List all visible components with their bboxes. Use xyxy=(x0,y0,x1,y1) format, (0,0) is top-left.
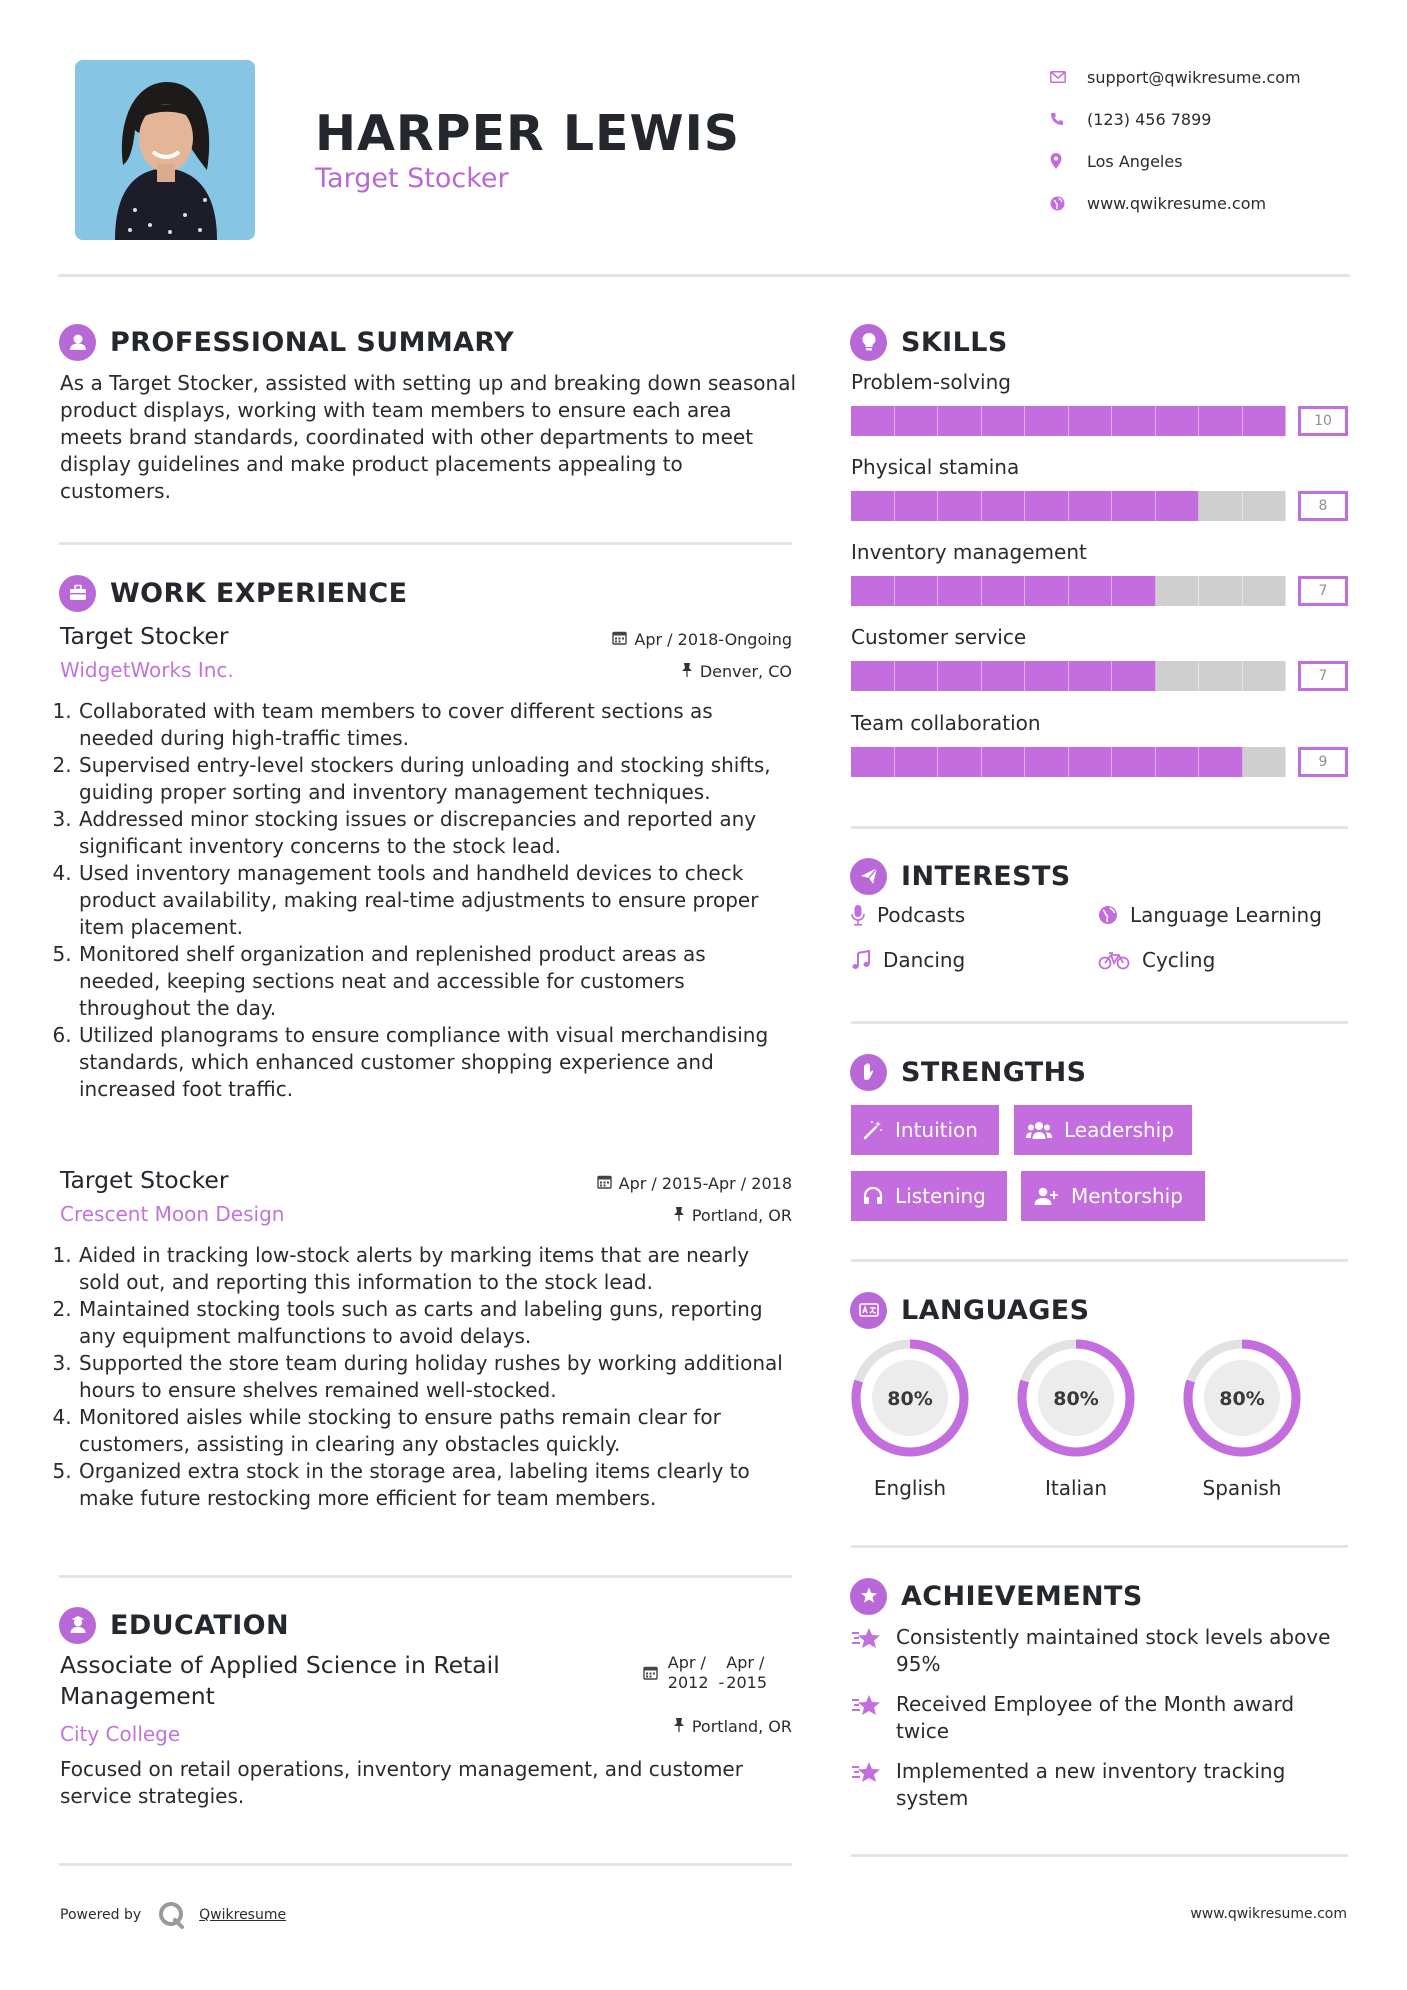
job-location xyxy=(673,1206,792,1225)
interests-heading xyxy=(850,856,1071,896)
skills-divider xyxy=(851,826,1348,829)
music-note-icon xyxy=(851,950,871,970)
language-percent: 80% xyxy=(887,1388,933,1410)
summary-divider xyxy=(59,542,792,545)
phone-icon xyxy=(1050,112,1087,126)
skills-heading xyxy=(850,322,1008,362)
skill-bar-segment xyxy=(1025,661,1069,691)
job-location-text: Portland, OR xyxy=(691,1206,792,1225)
bicycle-icon xyxy=(1098,950,1130,970)
job-title: Target Stocker xyxy=(60,1166,229,1194)
skill-bar-segment xyxy=(938,406,982,436)
skill-bar-segment xyxy=(1199,491,1243,521)
skill-name: Inventory management xyxy=(851,540,1087,564)
strength-label: Intuition xyxy=(895,1118,978,1142)
summary-heading xyxy=(59,322,514,362)
star-icon xyxy=(851,1624,896,1678)
calendar-icon xyxy=(643,1653,658,1685)
user-plus-icon xyxy=(1033,1186,1059,1206)
skill-level-bar xyxy=(851,661,1348,691)
language-name: English xyxy=(873,1476,947,1500)
job-company: Crescent Moon Design xyxy=(60,1202,285,1226)
list-item: 6. Utilized planograms to ensure compliance with visual merchandising standards, which enhanced customer shopping experience and increased foot traffic. xyxy=(78,1022,792,1103)
skill-level-bar xyxy=(851,576,1348,606)
language-name: Spanish xyxy=(1202,1476,1282,1500)
skill-bar-segment xyxy=(982,576,1026,606)
skill-bar-segment xyxy=(1156,576,1200,606)
skill-bar-segment xyxy=(1069,747,1113,777)
skill-bar-segment xyxy=(1112,406,1156,436)
job-entry xyxy=(60,622,792,1103)
skill-item xyxy=(851,370,1348,436)
skill-item xyxy=(851,540,1348,606)
language-item xyxy=(1182,1338,1302,1500)
skill-item xyxy=(851,625,1348,691)
education-divider xyxy=(59,1863,792,1866)
list-item: 2. Supervised entry-level stockers during unloading and stocking shifts, guiding proper sorting and inventory management techniques. xyxy=(78,752,792,806)
magic-wand-icon xyxy=(863,1120,883,1140)
skill-bar-segment xyxy=(982,747,1026,777)
skills-heading-label: SKILLS xyxy=(901,326,1008,358)
user-icon xyxy=(59,324,96,361)
degree-title: Associate of Applied Science in Retail Management xyxy=(60,1651,500,1710)
achievement-item xyxy=(851,1758,1351,1812)
skill-name: Problem-solving xyxy=(851,370,1011,394)
interest-label: Podcasts xyxy=(877,903,966,927)
skill-bar-segment xyxy=(1069,661,1113,691)
headphones-icon xyxy=(863,1186,883,1206)
skill-bar-segment xyxy=(938,491,982,521)
education-date-dash: - xyxy=(718,1673,725,1692)
candidate-title: Target Stocker xyxy=(315,163,509,194)
skill-bar-segment xyxy=(1069,406,1113,436)
globe-icon xyxy=(1050,196,1087,211)
skill-bar-segment xyxy=(1025,747,1069,777)
microphone-icon xyxy=(851,904,865,926)
skill-bar-segment xyxy=(851,576,895,606)
achievement-item xyxy=(851,1624,1351,1678)
skill-bar-segment xyxy=(895,576,939,606)
skill-bar-segment xyxy=(1156,747,1200,777)
interest-item xyxy=(851,903,965,927)
skill-bar-segment xyxy=(1156,406,1200,436)
skill-bar-segment xyxy=(938,661,982,691)
interest-item xyxy=(1098,948,1215,972)
list-item: 3. Addressed minor stocking issues or discrepancies and reported any significant inventory concerns to the stock lead. xyxy=(78,806,792,860)
education-heading xyxy=(59,1605,289,1645)
job-bullets xyxy=(60,1242,792,1512)
education-start xyxy=(668,1653,709,1693)
hand-icon xyxy=(850,1054,887,1091)
skill-name: Customer service xyxy=(851,625,1027,649)
star-icon xyxy=(851,1758,896,1812)
list-item: 3. Supported the store team during holiday rushes by working additional hours to ensure shelves remained well-stocked. xyxy=(78,1350,792,1404)
contact-phone[interactable] xyxy=(1050,98,1370,140)
achievements-heading-label: ACHIEVEMENTS xyxy=(901,1580,1143,1612)
star-icon xyxy=(851,1691,896,1745)
skill-bar-segment xyxy=(1112,576,1156,606)
interest-item xyxy=(1098,903,1322,927)
skill-level-bar xyxy=(851,491,1348,521)
strength-label: Leadership xyxy=(1064,1118,1174,1142)
skill-bar-segment xyxy=(1243,491,1287,521)
skill-bar-segment xyxy=(982,406,1026,436)
strength-tag xyxy=(1014,1105,1192,1155)
skill-bar-segment xyxy=(1243,406,1287,436)
list-item: 2. Maintained stocking tools such as carts and labeling guns, reporting any equipment malfunctions to avoid delays. xyxy=(78,1296,792,1350)
education-end-year: 2015 xyxy=(726,1673,767,1692)
skill-bar-segment xyxy=(851,661,895,691)
qwikresume-logo-icon xyxy=(157,1900,187,1930)
contact-website[interactable] xyxy=(1050,182,1370,224)
education-location-text: Portland, OR xyxy=(691,1717,792,1736)
skill-name: Team collaboration xyxy=(851,711,1041,735)
achievement-text: Received Employee of the Month award twice xyxy=(896,1692,1295,1743)
interests-heading-label: INTERESTS xyxy=(901,860,1071,892)
briefcase-icon xyxy=(59,575,96,612)
experience-heading xyxy=(59,573,407,613)
achievements-heading xyxy=(850,1576,1143,1616)
list-item: 5. Monitored shelf organization and replenished product areas as needed, keeping sections neat and accessible for customers throughout the day. xyxy=(78,941,792,1022)
users-icon xyxy=(1026,1120,1052,1140)
strength-tag xyxy=(1021,1171,1205,1221)
education-end-month: Apr / xyxy=(726,1653,765,1672)
skill-bar-segment xyxy=(938,747,982,777)
skill-level-bar xyxy=(851,747,1348,777)
pushpin-icon xyxy=(681,662,693,681)
skill-bar-segment xyxy=(1112,747,1156,777)
strength-tag xyxy=(851,1171,1007,1221)
skill-bar-segment xyxy=(1243,576,1287,606)
achievement-text: Consistently maintained stock levels above 95% xyxy=(896,1625,1331,1676)
list-item: 1. Collaborated with team members to cover different sections as needed during high-traffic times. xyxy=(78,698,792,752)
contact-website-text: www.qwikresume.com xyxy=(1087,193,1267,213)
languages-divider xyxy=(851,1545,1348,1548)
job-entry xyxy=(60,1166,792,1512)
powered-by-label: Powered by xyxy=(60,1907,142,1923)
summary-text: As a Target Stocker, assisted with setting up and breaking down seasonal product displays, working with team members to ensure each area meets brand standards, coordinated with other departments to meet display guidelines and make product placements appealing to customers. xyxy=(60,371,797,503)
language-percent: 80% xyxy=(1053,1388,1099,1410)
skill-level-value: 7 xyxy=(1298,576,1348,606)
skill-bar-segment xyxy=(1156,661,1200,691)
language-icon xyxy=(850,1292,887,1329)
achievement-text: Implemented a new inventory tracking system xyxy=(896,1759,1286,1810)
pushpin-icon xyxy=(673,1206,685,1225)
strengths-heading-label: STRENGTHS xyxy=(901,1056,1087,1088)
job-dates-text: Apr / 2018-Ongoing xyxy=(634,630,792,649)
qwikresume-link[interactable]: Qwikresume xyxy=(199,1907,287,1923)
job-location-text: Denver, CO xyxy=(699,662,792,681)
language-item xyxy=(850,1338,970,1500)
interest-label: Language Learning xyxy=(1130,903,1322,927)
education-entry xyxy=(60,1650,792,1810)
interests-divider xyxy=(851,1021,1348,1024)
job-location xyxy=(681,662,792,681)
strengths-heading xyxy=(850,1052,1086,1092)
job-dates-text: Apr / 2015-Apr / 2018 xyxy=(618,1174,792,1193)
summary-heading-label: PROFESSIONAL SUMMARY xyxy=(110,326,515,358)
interest-label: Cycling xyxy=(1142,948,1216,972)
education-start-year: 2012 xyxy=(667,1673,709,1692)
contact-info xyxy=(1050,56,1370,224)
skill-item xyxy=(851,711,1348,777)
skill-bar-segment xyxy=(1112,661,1156,691)
interest-item xyxy=(851,948,965,972)
skill-level-bar xyxy=(851,406,1348,436)
footer-powered-by xyxy=(60,1900,286,1930)
skill-bar-segment xyxy=(1243,747,1287,777)
skill-bar-segment xyxy=(851,406,895,436)
school-name: City College xyxy=(60,1722,181,1746)
skill-bar-segment xyxy=(1112,491,1156,521)
achievements-divider xyxy=(851,1854,1348,1857)
skill-bar-segment xyxy=(851,491,895,521)
languages-heading-label: LANGUAGES xyxy=(901,1294,1090,1326)
skill-name: Physical stamina xyxy=(851,455,1020,479)
skill-level-value: 9 xyxy=(1298,747,1348,777)
experience-heading-label: WORK EXPERIENCE xyxy=(110,577,408,609)
skill-bar-segment xyxy=(982,491,1026,521)
education-heading-label: EDUCATION xyxy=(110,1609,290,1641)
map-pin-icon xyxy=(1050,153,1087,169)
header-divider xyxy=(58,274,1350,277)
job-dates xyxy=(597,1174,792,1193)
skill-bar-segment xyxy=(895,406,939,436)
job-company: WidgetWorks Inc. xyxy=(60,658,234,682)
interest-label: Dancing xyxy=(883,948,966,972)
skill-level-value: 7 xyxy=(1298,661,1348,691)
strength-tag xyxy=(851,1105,999,1155)
lightbulb-icon xyxy=(850,324,887,361)
list-item: 4. Monitored aisles while stocking to ensure paths remain clear for customers, assisting in clearing any obstacles quickly. xyxy=(78,1404,792,1458)
contact-location-text: Los Angeles xyxy=(1087,151,1183,171)
language-ring xyxy=(1182,1338,1302,1458)
profile-photo xyxy=(75,60,255,240)
skill-bar-segment xyxy=(1199,747,1243,777)
paper-plane-icon xyxy=(850,858,887,895)
skill-bar-segment xyxy=(1156,491,1200,521)
language-name: Italian xyxy=(1044,1476,1108,1500)
education-location xyxy=(673,1717,792,1736)
skill-bar-segment xyxy=(895,661,939,691)
education-start-month: Apr / xyxy=(667,1653,706,1672)
languages-heading xyxy=(850,1290,1090,1330)
candidate-name: HARPER LEWIS xyxy=(315,105,741,162)
footer-website[interactable]: www.qwikresume.com xyxy=(1190,1906,1347,1922)
list-item: 5. Organized extra stock in the storage area, labeling items clearly to make future restocking more efficient for team members. xyxy=(78,1458,792,1512)
calendar-icon xyxy=(597,1174,612,1193)
skill-bar-segment xyxy=(851,747,895,777)
skill-bar-segment xyxy=(1199,576,1243,606)
skill-bar-segment xyxy=(1069,576,1113,606)
skill-bar-segment xyxy=(1069,491,1113,521)
list-item: 1. Aided in tracking low-stock alerts by marking items that are nearly sold out, and reporting this information to the stock lead. xyxy=(78,1242,792,1296)
skill-bar-segment xyxy=(1025,576,1069,606)
language-item xyxy=(1016,1338,1136,1500)
pushpin-icon xyxy=(673,1717,685,1736)
job-dates xyxy=(612,630,792,649)
star-badge-icon xyxy=(850,1578,887,1615)
education-end xyxy=(726,1653,767,1693)
strengths-divider xyxy=(851,1259,1348,1262)
skill-bar-segment xyxy=(1025,491,1069,521)
language-ring xyxy=(1016,1338,1136,1458)
skill-bar-segment xyxy=(1199,406,1243,436)
job-bullets xyxy=(60,698,792,1103)
skill-bar-segment xyxy=(1243,661,1287,691)
language-percent: 80% xyxy=(1219,1388,1265,1410)
globe-icon xyxy=(1098,905,1118,925)
skill-bar-segment xyxy=(895,747,939,777)
calendar-icon xyxy=(612,630,627,649)
education-description: Focused on retail operations, inventory management, and customer service strategies. xyxy=(60,1757,743,1808)
strength-label: Mentorship xyxy=(1071,1184,1183,1208)
skill-level-value: 8 xyxy=(1298,491,1348,521)
experience-divider xyxy=(59,1575,792,1578)
skill-bar-segment xyxy=(895,491,939,521)
skill-bar-segment xyxy=(938,576,982,606)
skill-bar-segment xyxy=(1199,661,1243,691)
list-item: 4. Used inventory management tools and handheld devices to check product availability, making real-time adjustments to ensure proper item placement. xyxy=(78,860,792,941)
language-ring xyxy=(850,1338,970,1458)
skill-level-value: 10 xyxy=(1298,406,1348,436)
skill-item xyxy=(851,455,1348,521)
skill-bar-segment xyxy=(982,661,1026,691)
contact-email[interactable] xyxy=(1050,56,1370,98)
contact-phone-text: (123) 456 7899 xyxy=(1087,109,1212,129)
contact-email-text: support@qwikresume.com xyxy=(1087,67,1301,87)
graduate-icon xyxy=(59,1607,96,1644)
education-dates xyxy=(643,1653,767,1693)
strength-label: Listening xyxy=(895,1184,986,1208)
envelope-icon xyxy=(1050,71,1087,83)
contact-location xyxy=(1050,140,1370,182)
job-title: Target Stocker xyxy=(60,622,229,650)
skill-bar-segment xyxy=(1025,406,1069,436)
achievement-item xyxy=(851,1691,1351,1745)
